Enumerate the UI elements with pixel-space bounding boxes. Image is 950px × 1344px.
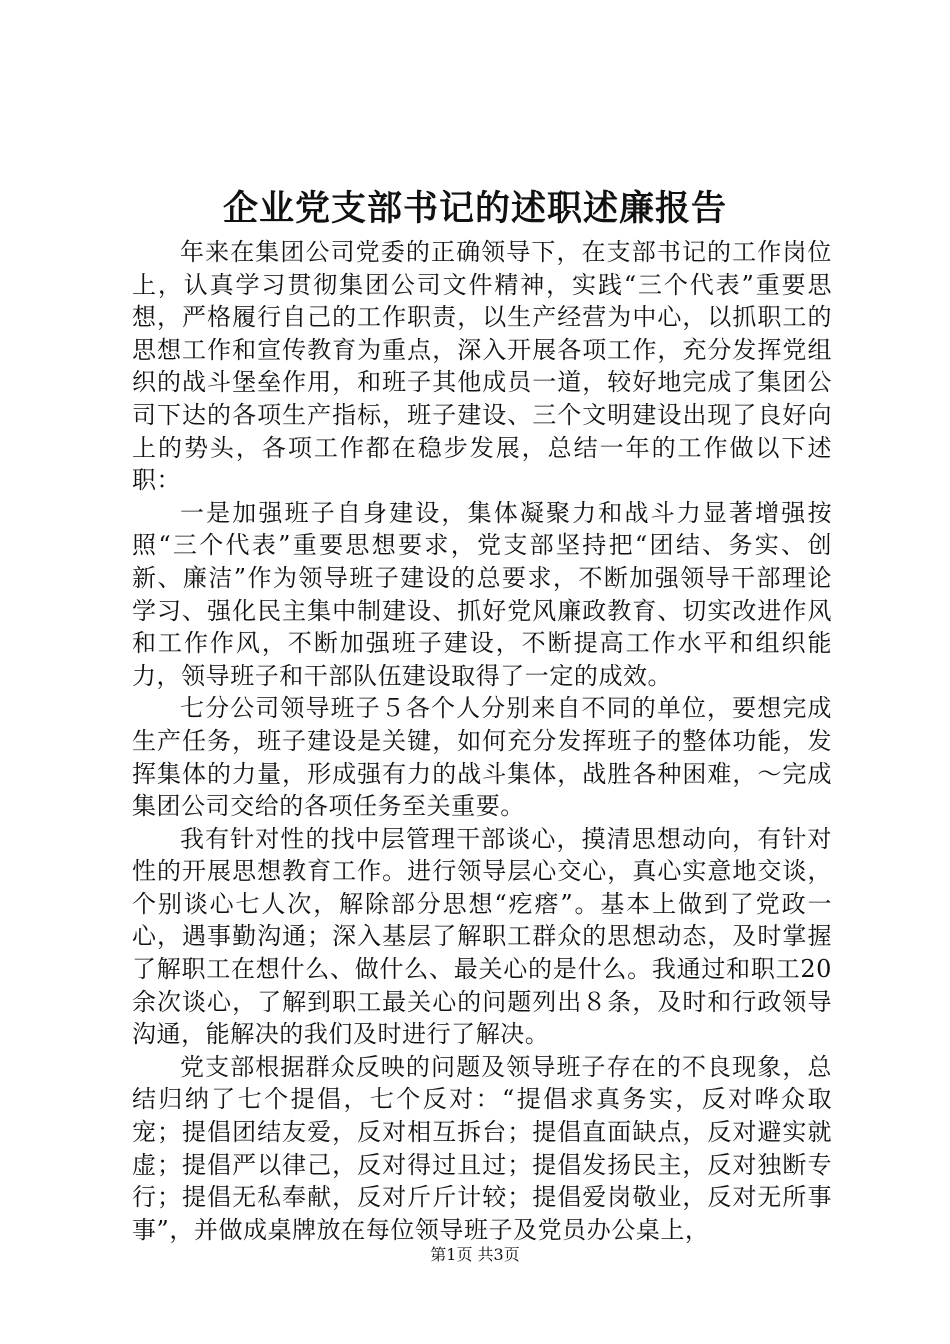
document-title: 企业党支部书记的述职述廉报告 xyxy=(222,188,727,229)
page-number-footer: 第1页 共3页 xyxy=(430,1245,520,1264)
paragraph-team-building: 一是加强班子自身建设，集体凝聚力和战斗力显著增强按照“三个代表”重要思想要求，党支部坚持把“团结、务实、创新、廉洁”作为领导班子建设的总要求，不断加强领导干部理论学习、强化民主集中制建设、抓好党风廉政教育、切实改进作风和工作作风，不断加强班子建设，不断提高工作水平和组织能力，领导班子和干部队伍建设取得了一定的成效。 xyxy=(132,498,832,690)
paragraph-intro: 年来在集团公司党委的正确领导下，在支部书记的工作岗位上，认真学习贯彻集团公司文件精神，实践“三个代表”重要思想，严格履行自己的工作职责，以生产经营为中心，以抓职工的思想工作和宣传教育为重点，深入开展各项工作，充分发挥党组织的战斗堡垒作用，和班子其他成员一道，较好地完成了集团公司下达的各项生产指标，班子建设、三个文明建设出现了良好向上的势头，各项工作都在稳步发展，总结一年的工作做以下述职： xyxy=(132,238,832,495)
paragraph-branch-leadership: 七分公司领导班子５各个人分别来自不同的单位，要想完成生产任务，班子建设是关键，如何充分发挥班子的整体功能，发挥集体的力量，形成强有力的战斗集体，战胜各种困难，～完成集团公司交给的各项任务至关重要。 xyxy=(132,694,832,821)
paragraph-seven-advocates: 党支部根据群众反映的问题及领导班子存在的不良现象，总结归纳了七个提倡，七个反对：“提倡求真务实，反对哗众取宠；提倡团结友爱，反对相互拆台；提倡直面缺点，反对避实就虚；提倡严以律己，反对得过且过；提倡发扬民主，反对独断专行；提倡无私奉献，反对斤斤计较；提倡爱岗敬业，反对无所事事”，并做成桌牌放在每位领导班子及党员办公桌上， xyxy=(132,1052,832,1244)
document-body xyxy=(132,236,832,1246)
paragraph-heart-to-heart: 我有针对性的找中层管理干部谈心，摸清思想动向，有针对性的开展思想教育工作。进行领导层心交心，真心实意地交谈，个别谈心七人次，解除部分思想“疙瘩”。基本上做到了党政一心，遇事勤沟通；深入基层了解职工群众的思想动态，及时掌握了解职工在想什么、做什么、最关心的是什么。我通过和职工20余次谈心，了解到职工最关心的问题列出８条，及时和行政领导沟通，能解决的我们及时进行了解决。 xyxy=(132,824,832,1049)
